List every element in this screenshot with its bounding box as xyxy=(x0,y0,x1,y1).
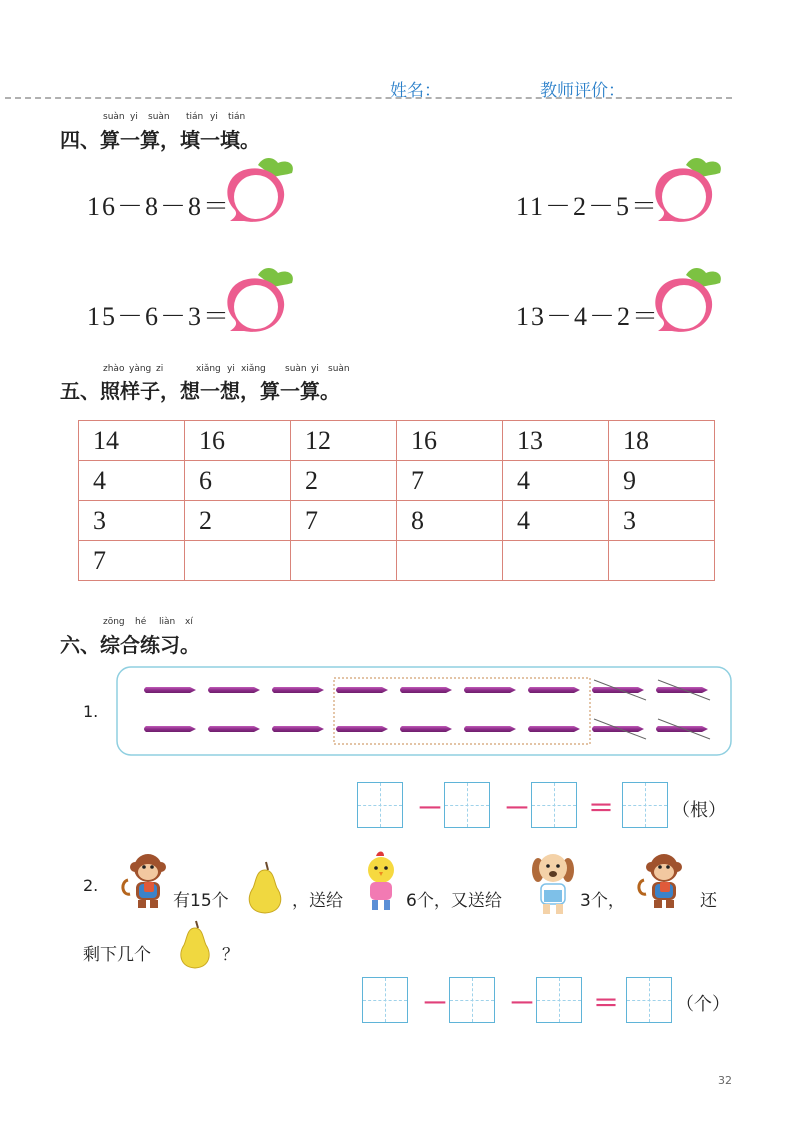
q2-equals: ＝ xyxy=(593,989,620,1019)
chalk-sticks-illustration xyxy=(116,666,732,756)
table-cell: 8 xyxy=(397,501,503,541)
q1-answer-box-3[interactable] xyxy=(531,782,577,828)
table-cell: 16 xyxy=(185,421,291,461)
answer-cell[interactable] xyxy=(185,541,291,581)
teacher-eval-label: 教师评价： xyxy=(540,81,625,101)
q2-minus-2: － xyxy=(509,989,536,1019)
q1-answer-box-result[interactable] xyxy=(622,782,668,828)
q2-text-3: 6个，又送给 xyxy=(406,891,502,911)
q1-answer-box-1[interactable] xyxy=(357,782,403,828)
table-cell: 6 xyxy=(185,461,291,501)
table-cell: 13 xyxy=(503,421,609,461)
table-cell: 3 xyxy=(79,501,185,541)
expression-1: 16－8－8＝ xyxy=(87,192,232,221)
expression-2: 11－2－5＝ xyxy=(516,192,660,221)
q2-answer-box-1[interactable] xyxy=(362,977,408,1023)
chalk-row-top xyxy=(144,687,708,693)
q2-text-5: 还 xyxy=(700,891,717,911)
monkey-icon xyxy=(634,850,690,912)
table-cell: 14 xyxy=(79,421,185,461)
section5-title: 五、照样子，想一想，算一算。 xyxy=(60,379,340,403)
expression-3: 15－6－3＝ xyxy=(87,302,232,331)
table-row xyxy=(79,421,715,461)
table-cell: 3 xyxy=(609,501,715,541)
puppy-icon xyxy=(528,850,578,918)
radish-answer-2[interactable] xyxy=(640,155,732,227)
answer-cell[interactable] xyxy=(291,541,397,581)
question-1-number: 1. xyxy=(83,702,99,721)
radish-answer-3[interactable] xyxy=(212,265,304,337)
q2-text-4: 3个， xyxy=(580,891,625,911)
q2-text-6: 剩下几个 xyxy=(83,945,151,965)
table-cell: 4 xyxy=(79,461,185,501)
q2-answer-box-result[interactable] xyxy=(626,977,672,1023)
q1-unit: （根） xyxy=(672,800,726,821)
q2-text-1: 有15个 xyxy=(173,891,229,911)
q2-answer-box-3[interactable] xyxy=(536,977,582,1023)
chick-icon xyxy=(358,850,404,916)
answer-cell[interactable] xyxy=(397,541,503,581)
q1-minus-1: － xyxy=(417,794,444,824)
q2-text-7: ？ xyxy=(222,945,239,965)
table-cell: 12 xyxy=(291,421,397,461)
q2-text-2: ，送给 xyxy=(292,891,343,911)
radish-answer-1[interactable] xyxy=(212,155,304,227)
name-label: 姓名： xyxy=(390,81,441,101)
table-cell: 4 xyxy=(503,461,609,501)
q1-answer-box-2[interactable] xyxy=(444,782,490,828)
q2-unit: （个） xyxy=(676,994,730,1015)
table-cell: 18 xyxy=(609,421,715,461)
section6-title: 六、综合练习。 xyxy=(60,633,200,657)
page-number: 32 xyxy=(718,1074,732,1087)
q1-equals: ＝ xyxy=(588,794,615,824)
number-table xyxy=(78,420,715,581)
table-row xyxy=(79,541,715,581)
table-row xyxy=(79,501,715,541)
section4-title: 四、算一算，填一填。 xyxy=(60,128,260,152)
q2-minus-1: － xyxy=(422,989,449,1019)
table-cell: 9 xyxy=(609,461,715,501)
table-cell: 7 xyxy=(291,501,397,541)
table-cell: 4 xyxy=(503,501,609,541)
table-cell: 2 xyxy=(291,461,397,501)
table-cell: 16 xyxy=(397,421,503,461)
q2-answer-box-2[interactable] xyxy=(449,977,495,1023)
table-cell: 7 xyxy=(79,541,185,581)
pear-icon xyxy=(240,858,290,916)
table-cell: 7 xyxy=(397,461,503,501)
radish-answer-4[interactable] xyxy=(640,265,732,337)
table-row xyxy=(79,461,715,501)
expression-4: 13－4－2＝ xyxy=(516,302,661,331)
answer-cell[interactable] xyxy=(609,541,715,581)
chalk-row-bottom xyxy=(144,726,708,732)
pear-icon xyxy=(172,918,218,970)
header-divider xyxy=(5,97,732,99)
q1-minus-2: － xyxy=(504,794,531,824)
table-cell: 2 xyxy=(185,501,291,541)
question-2-number: 2. xyxy=(83,876,99,895)
answer-cell[interactable] xyxy=(503,541,609,581)
monkey-icon xyxy=(118,850,174,912)
